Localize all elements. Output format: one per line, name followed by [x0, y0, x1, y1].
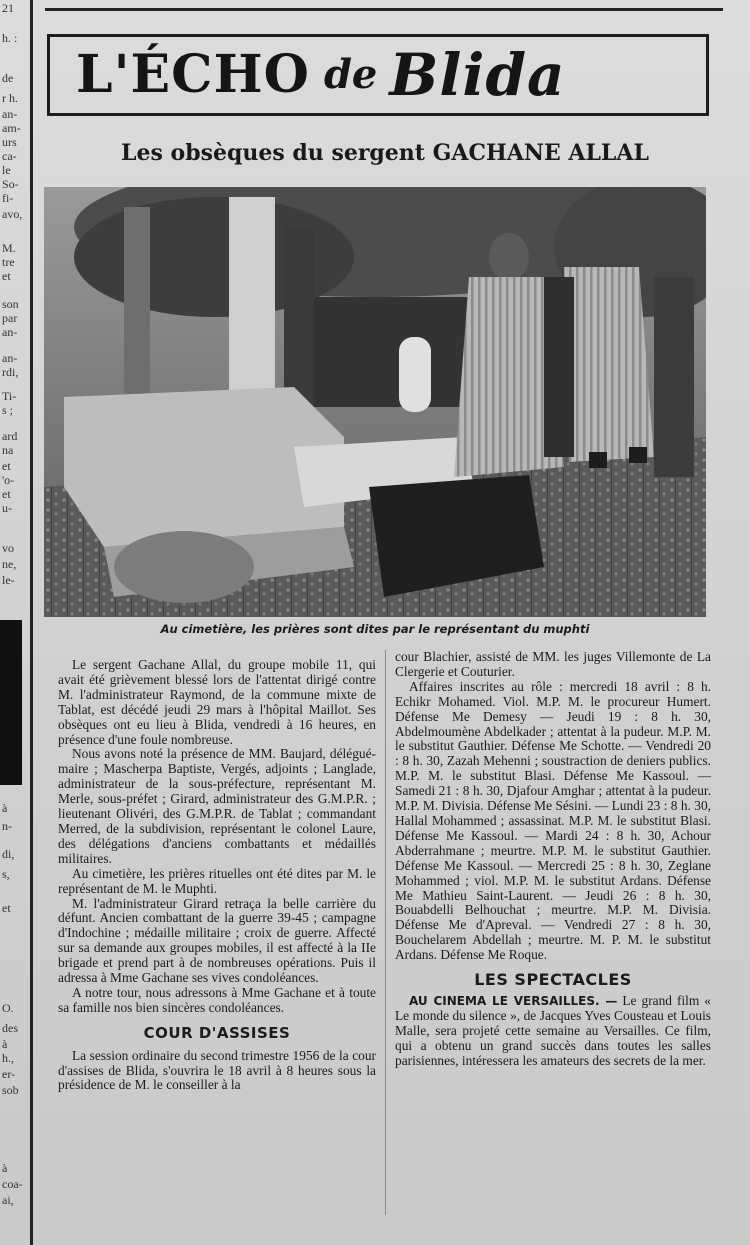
gutter-fragment: coa-: [2, 1177, 23, 1191]
gutter-fragment: ca-: [2, 149, 17, 163]
gutter-fragment: à: [2, 801, 8, 815]
gutter-fragment: le: [2, 163, 11, 177]
spectacles-heading: LES SPECTACLES: [474, 970, 632, 990]
gutter-fragment: sob: [2, 1083, 19, 1097]
cinema-text: Le grand film « Le monde du silence », de Jacques Yves Cousteau et Louis Malle, sera projeté cette semaine au Versailles. Ce film, qui a obtenu un grand succès dans toutes les salles parisiennes, intéressera les amateurs des secrets de la mer.: [395, 992, 711, 1068]
gutter-fragment: u-: [2, 501, 12, 515]
gutter-fragment: Ti-: [2, 389, 17, 403]
paragraph: M. l'administrateur Girard retraça la belle carrière du défunt. Ancien combattant de la guerre 39-45 ; campagne d'Indochine ; médaille militaire ; croix de guerre. Affecté sur sa demande aux groupes mobiles, il est affecté à la IIe brigade et prend part à de nombreuses opérations. Puis il adressa à Mme Gachane ses vives condoléances.: [58, 895, 376, 986]
gutter-fragment: urs: [2, 135, 17, 149]
paragraph: cour Blachier, assisté de MM. les juges Villemonte de La Clergerie et Couturier.: [395, 649, 711, 679]
paragraph: La session ordinaire du second trimestre 1956 de la cour d'assises de Blida, s'ouvrira le 18 avril à 8 heures sous la présidence de M. le conseiller à la: [58, 1047, 376, 1093]
gutter-fragment: avo,: [2, 207, 23, 221]
gutter-fragment: et: [2, 487, 11, 501]
gutter-fragment: So-: [2, 177, 19, 191]
masthead-echo: L'ÉCHO: [76, 44, 310, 105]
article-right-column: [395, 650, 711, 1068]
gutter-fragment: de: [2, 71, 14, 85]
gutter-fragment: am-: [2, 121, 21, 135]
paragraph: [395, 994, 711, 1069]
article-left-column: [58, 658, 376, 1093]
adjacent-column-black-bar: [0, 620, 22, 785]
gutter-fragment: et: [2, 269, 11, 283]
masthead-de: de: [323, 51, 378, 98]
gutter-fragment: er-: [2, 1067, 16, 1081]
gutter-fragment: ard: [2, 429, 18, 443]
gutter-fragment: le-: [2, 573, 15, 587]
gutter-fragment: M.: [2, 241, 16, 255]
gutter-fragment: s ;: [2, 403, 14, 417]
gutter-fragment: h. :: [2, 31, 18, 45]
gutter-fragment: et: [2, 901, 11, 915]
photo-caption: Au cimetière, les prières sont dites par le représentant du muphti: [160, 622, 590, 636]
gutter-fragment: di,: [2, 847, 15, 861]
gutter-fragment: na: [2, 443, 14, 457]
gutter-fragment: an-: [2, 325, 18, 339]
gutter-fragment: fi-: [2, 191, 14, 205]
gutter-fragment: vo: [2, 541, 14, 555]
gutter-fragment: ne,: [2, 557, 17, 571]
top-rule: [45, 8, 723, 11]
gutter-fragment: r h.: [2, 91, 18, 105]
funeral-photo: [44, 187, 706, 617]
gutter-fragment: et: [2, 459, 11, 473]
paragraph: Nous avons noté la présence de MM. Baujard, délégué-maire ; Mascherpa Baptiste, Vergés, adjoints ; Langlade, administrateur de la sous-préfecture, représentant M. Merle, sous-préfet ; Girard, administrateur des G.M.P.R. ; lieutenant Olivéri, des G.M.P.R. de Tablat ; commandant Merred, de la subdivision, représentant le colonel Laure, des délégations d'anciens combattants et médaillés militaires.: [58, 746, 376, 866]
gutter-fragment: des: [2, 1021, 18, 1035]
gutter-fragment: s,: [2, 867, 10, 881]
gutter-fragment: h.,: [2, 1051, 14, 1065]
paragraph: Le sergent Gachane Allal, du groupe mobile 11, qui avait été grièvement blessé lors de l'attentat dirigé contre M. l'administrateur Raymond, de la commune mixte de Tablat, est décédé jeudi 29 mars à l'hôpital Maillot. Ses obsèques ont eu lieu à Blida, vendredi à 16 heures, en présence d'une foule nombreuse.: [58, 657, 376, 747]
paragraph: Affaires inscrites au rôle : mercredi 18 avril : 8 h. Echikr Mohamed. Viol. M.P. M. le procureur Humert. Défense Me Demesy — Jeudi 19 : 8 h. 30, Abdelmoumène Abdelkader ; attentat à la pudeur. M.P. M. le substitut Gauthier. Défense Me Schotte. — Vendredi 20 : 8 h. 30, Zazah Mehenni ; soustraction de deniers publics. M.P. M. le substitut Blasi. Défense Me Kassoul. — Samedi 21 : 8 h. 30, Djafour Amghar ; attentat à la pudeur. M.P. M. Divisia. Défense Me Sésini. — Lundi 23 : 8 h. 30, Hallal Mohammed ; assassinat. M.P. M. le substitut Blasi. Défense Me Kassoul. — Mardi 24 : 8 h. 30, Achour Abderrahmane ; meurtre. M.P. M. le substitut Gauthier. Défense Me Kassoul. — Mercredi 25 : 8 h. 30, Zeglane Mohammed ; viol. M.P. M. le substitut Ardans. Défense Me Mathieu Saint-Laurent. — Jeudi 26 : 8 h. 30, Bouabdelli Belhouchat ; meurtre. M.P. M. Divisia. Défense Me d'Apreval. — Vendredi 27 : 8 h. 30, Bouchelarem Abdellah ; meurtre. M. P. M. le substitut Ardans. Défense Me Roque.: [395, 678, 711, 963]
gutter-fragment: an-: [2, 351, 18, 365]
paragraph: Au cimetière, les prières rituelles ont été dites par M. le représentant de M. le Muphti.: [58, 865, 376, 896]
gutter-fragment: rdi,: [2, 365, 19, 379]
masthead-blida: Blida: [389, 41, 566, 109]
column-divider: [385, 650, 386, 1215]
cinema-lead: AU CINEMA LE VERSAILLES. —: [409, 993, 618, 1008]
cour-assises-heading: COUR D'ASSISES: [143, 1023, 291, 1042]
gutter-fragment: par: [2, 311, 18, 325]
paragraph: A notre tour, nous adressons à Mme Gachane et à toute sa famille nos bien sincères condoléances.: [58, 984, 376, 1015]
gutter-fragment: O.: [2, 1001, 14, 1015]
gutter-fragment: n-: [2, 819, 12, 833]
gutter-fragment: à: [2, 1161, 8, 1175]
gutter-fragment: tre: [2, 255, 15, 269]
gutter-fragment: 21: [2, 1, 14, 15]
article-headline: Les obsèques du sergent GACHANE ALLAL: [121, 140, 649, 166]
gutter-fragment: son: [2, 297, 19, 311]
gutter-fragment: à: [2, 1037, 8, 1051]
gutter-fragment: ai,: [2, 1193, 14, 1207]
gutter-fragment: an-: [2, 107, 18, 121]
gutter-fragment: 'o-: [2, 473, 15, 487]
masthead: [47, 34, 709, 116]
